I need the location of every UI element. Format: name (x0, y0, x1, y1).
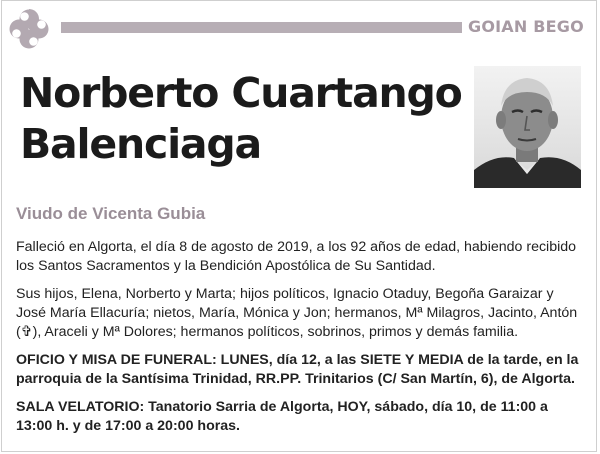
name-line-1: Norberto Cuartango (20, 69, 462, 117)
paragraph-death-notice: Falleció en Algorta, el día 8 de agosto de 2019, a los 92 años de edad, habiendo recibido los Santos Sacramentos y la Bendición Apostólica de Su Santidad. (16, 239, 577, 274)
paragraph-family: Sus hijos, Elena, Norberto y Marta; hijos políticos, Ignacio Otaduy, Begoña Garaizar y José María Ellacuría; nietos, María, Mónica y Jon; hermanos, Mª Milagros, Jacinto, Antón (✞), Araceli y Mª Dolores; hermanos políticos, sobrinos, primos y demás familia. (16, 286, 578, 340)
name-line-2: Balenciaga (20, 120, 262, 168)
header (0, 0, 600, 56)
portrait-photo (474, 66, 581, 188)
deceased-name (20, 68, 460, 170)
header-divider-bar (61, 22, 462, 33)
subtitle-widowed: Viudo de Vicenta Gubia (16, 204, 206, 223)
paragraph-funeral: OFICIO Y MISA DE FUNERAL: LUNES, día 12, a las SIETE Y MEDIA de la tarde, en la parroquia de la Santísima Trinidad, RR.PP. Trinitarios (C/ San Martín, 6), de Algorta. (16, 352, 579, 387)
obituary-body (16, 238, 586, 445)
section-label: GOIAN BEGO (468, 17, 584, 36)
paragraph-wake: SALA VELATORIO: Tanatorio Sarria de Algorta, HOY, sábado, día 10, de 11:00 a 13:00 h. y de 17:00 a 20:00 horas. (16, 399, 548, 434)
lauburu-icon (5, 5, 53, 53)
portrait-illustration (474, 66, 581, 188)
